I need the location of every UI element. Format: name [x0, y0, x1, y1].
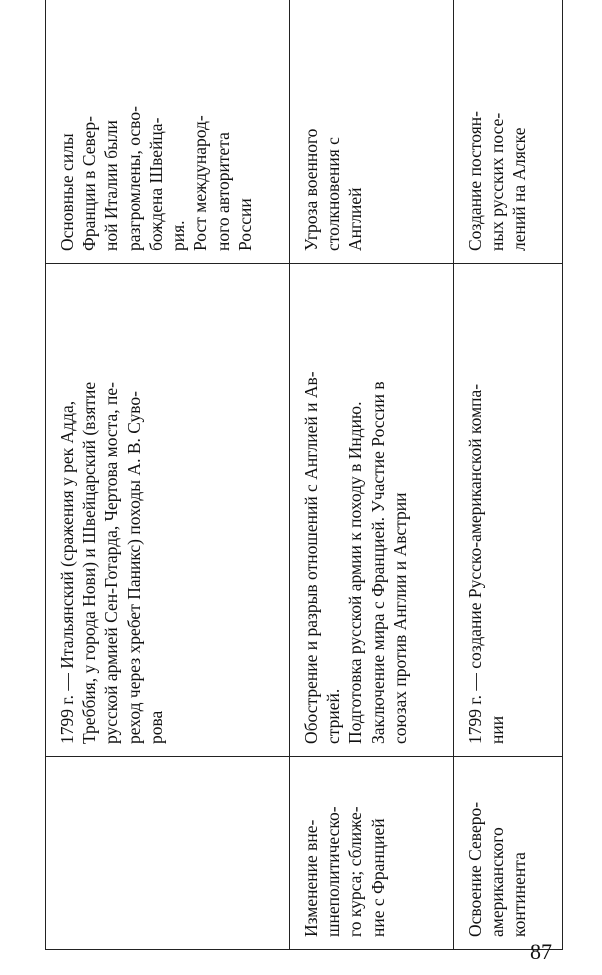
text-line: 1799 г. — создание Русско-американской компа-: [465, 383, 485, 744]
text-line: континента: [509, 852, 530, 937]
text-line: России: [234, 198, 255, 251]
text-line: ной Италии были: [101, 120, 122, 251]
direction-cell: [46, 757, 290, 950]
text-line: Заключение мира с Францией. Участие России в: [367, 381, 388, 744]
text-line: Франции в Север-: [79, 116, 100, 251]
text-line: Треббия, у города Нови) и Швейцарский (взятие: [79, 381, 100, 744]
text-line: Изменение вне-: [301, 819, 321, 937]
text-line: лений на Аляске: [509, 127, 530, 251]
events-cell: [46, 264, 290, 757]
page-number: 87: [530, 939, 552, 964]
text-line: ного авторитета: [212, 132, 233, 251]
history-table: [45, 0, 563, 950]
text-line: Обострение и разрыв отношений с Англией и Ав-: [301, 371, 321, 744]
table-row: [454, 0, 563, 950]
events-cell: [290, 264, 454, 757]
direction-cell: [290, 757, 454, 950]
text-line: реход через хребет Паникс) походы А. В. Суво-: [123, 391, 144, 744]
text-line: ных русских посе-: [487, 112, 508, 251]
text-line: го курса; сближе-: [345, 806, 366, 937]
text-line: Освоение Северо-: [465, 801, 485, 937]
text-line: рия.: [168, 220, 189, 251]
text-line: разгромлены, осво-: [123, 106, 144, 251]
text-line: русской армией Сен-Готарда, Чертова моста, пе-: [101, 382, 122, 744]
table-row: [290, 0, 454, 950]
text-line: американского: [487, 827, 508, 937]
results-cell: [290, 0, 454, 264]
results-cell: [46, 0, 290, 264]
text-line: нии: [487, 715, 508, 744]
events-cell: [454, 264, 563, 757]
text-line: Подготовка русской армии к походу в Индию.: [345, 401, 366, 744]
text-line: Англией: [345, 187, 366, 251]
table-row: [46, 0, 290, 950]
rotated-table-container: [45, 30, 530, 950]
text-line: шнеполитическо-: [323, 806, 344, 937]
text-line: 1799 г. — Итальянский (сражения у рек Адда,: [57, 400, 77, 744]
text-line: союзах против Англии и Австрии: [389, 492, 410, 744]
text-line: столкновения с: [323, 137, 344, 251]
text-line: ние с Францией: [367, 818, 388, 937]
results-cell: [454, 0, 563, 264]
text-line: Создание постоян-: [465, 111, 485, 251]
text-line: Рост междунаpод-: [190, 115, 211, 251]
text-line: Угроза военного: [301, 128, 321, 251]
text-line: бождена Швейца-: [145, 117, 166, 251]
direction-cell: [454, 757, 563, 950]
text-line: стрией.: [323, 688, 344, 744]
text-line: Основные силы: [57, 133, 77, 251]
text-line: рова: [145, 710, 166, 744]
